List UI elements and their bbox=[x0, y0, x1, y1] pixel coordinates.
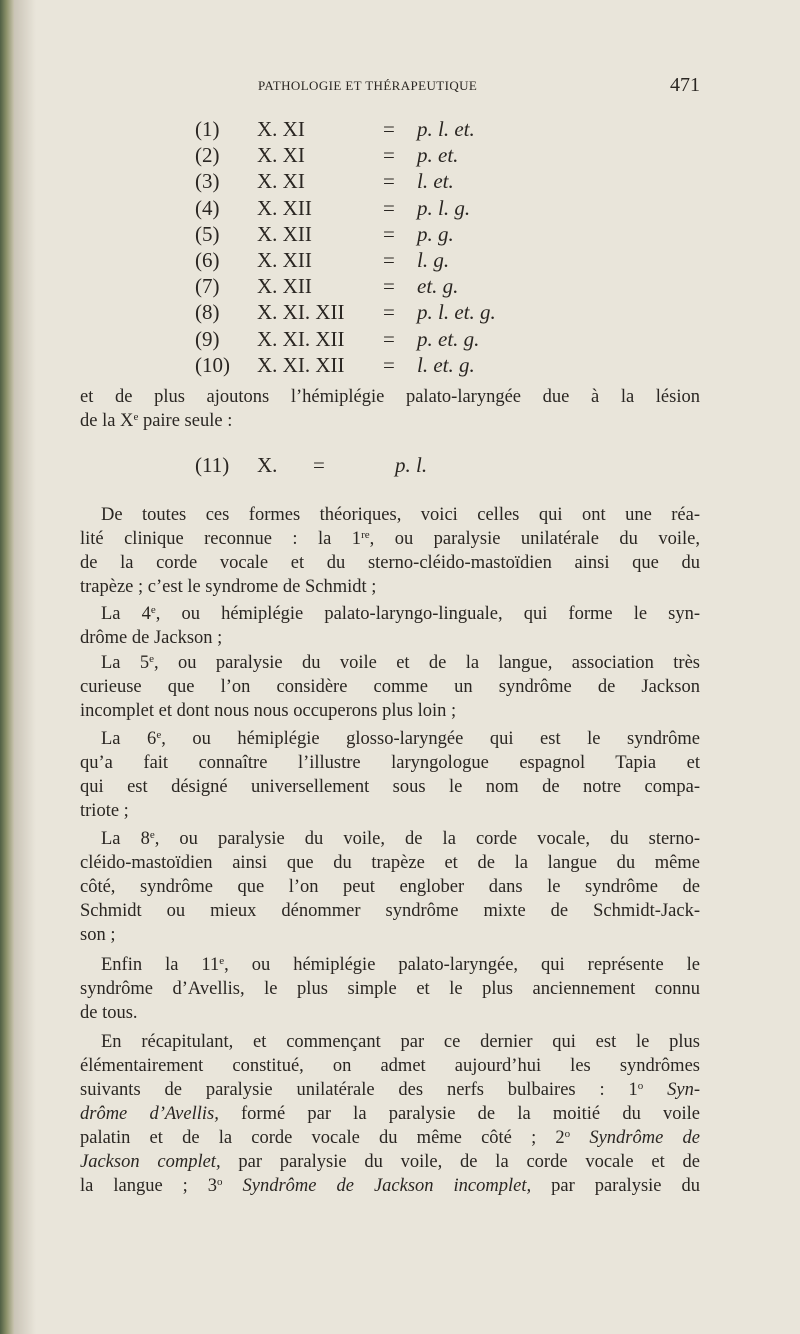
formula-equals: = bbox=[383, 195, 395, 220]
p5-line-5: son ; bbox=[80, 925, 116, 945]
p2-line-1: La 4e, ou hémiplégie palato-laryngo-linguale, qui forme le syn- bbox=[101, 604, 700, 624]
book-binding-edge bbox=[0, 0, 14, 1334]
p4-line-3: qui est désigné universellement sous le nom de notre compa- bbox=[80, 777, 700, 797]
formula-number: (10) bbox=[195, 352, 230, 377]
formula-number: (5) bbox=[195, 221, 220, 246]
formula-equals: = bbox=[383, 143, 395, 168]
formula-nerves: X. XI bbox=[257, 169, 305, 194]
formula-code: et. g. bbox=[417, 274, 459, 299]
formula-equals: = bbox=[383, 221, 395, 246]
p6-line-3: de tous. bbox=[80, 1003, 138, 1023]
formula-nerves: X. XII bbox=[257, 195, 312, 220]
p6-line-2: syndrôme d’Avellis, le plus simple et le plus anciennement connu bbox=[80, 979, 700, 999]
formula-equals: = bbox=[383, 352, 395, 377]
p7-line-3: suivants de paralysie unilatérale des nerfs bulbaires : 1$^o$ Syn- bbox=[80, 1080, 700, 1100]
formula-code: l. et. bbox=[417, 169, 454, 194]
formula-nerves: X. XI. XII bbox=[257, 326, 345, 351]
formula-code: l. et. g. bbox=[417, 352, 475, 377]
p1-line-2: lité clinique reconnue : la 1re, ou paralysie unilatérale du voile, bbox=[80, 529, 700, 549]
p7-line-5: palatin et de la corde vocale du même côté ; 2$^o$ Syndrôme de bbox=[80, 1128, 700, 1148]
formula-code: p. l. g. bbox=[417, 195, 471, 220]
p5-line-4: Schmidt ou mieux dénommer syndrôme mixte de Schmidt-Jack- bbox=[80, 901, 700, 921]
formula-number: (3) bbox=[195, 169, 220, 194]
formula-equals: = bbox=[383, 300, 395, 325]
formula-number: (11) bbox=[195, 453, 230, 477]
formula-number: (9) bbox=[195, 326, 220, 351]
formula-number: (6) bbox=[195, 248, 220, 272]
formula-number: (1) bbox=[195, 117, 220, 141]
p3-line-2: curieuse que l’on considère comme un syndrôme de Jackson bbox=[80, 677, 700, 697]
p1-line-3: de la corde vocale et du sterno-cléido-mastoïdien ainsi que du bbox=[80, 553, 700, 573]
formula-equals: = bbox=[383, 326, 395, 351]
p3-line-1: La 5e, ou paralysie du voile et de la langue, association très bbox=[101, 653, 700, 673]
p1-line-4: trapèze ; c’est le syndrome de Schmidt ; bbox=[80, 577, 377, 597]
formula-equals: = bbox=[383, 274, 395, 299]
formula-code: p. l. et. g. bbox=[417, 300, 496, 325]
formula-code: p. l. et. bbox=[417, 117, 475, 141]
intro-line-1: et de plus ajoutons l’hémiplégie palato-laryngée due à la lésion bbox=[80, 387, 700, 407]
formula-nerves: X. XI bbox=[257, 143, 305, 168]
p7-line-6: Jackson complet, par paralysie du voile, de la corde vocale et de bbox=[80, 1152, 700, 1172]
p2-line-2: drôme de Jackson ; bbox=[80, 628, 223, 648]
formula-code: p. l. bbox=[395, 453, 428, 477]
p7-line-1: En récapitulant, et commençant par ce dernier qui est le plus bbox=[101, 1032, 700, 1052]
formula-code: l. g. bbox=[417, 248, 450, 272]
intro-line-2: de la Xe paire seule : bbox=[80, 411, 233, 431]
formula-number: (4) bbox=[195, 195, 220, 220]
p6-line-1: Enfin la 11e, ou hémiplégie palato-laryngée, qui représente le bbox=[101, 955, 700, 975]
p5-line-2: cléido-mastoïdien ainsi que du trapèze et de la langue du même bbox=[80, 853, 700, 873]
p7-line-7: la langue ; 3$^o$ Syndrôme de Jackson incomplet, par paralysie du bbox=[80, 1176, 700, 1196]
formula-nerves: X. XII bbox=[257, 248, 312, 272]
running-header: PATHOLOGIE ET THÉRAPEUTIQUE bbox=[258, 78, 478, 93]
formula-equals: = bbox=[383, 117, 395, 141]
p5-line-3: côté, syndrôme que l’on peut englober dans le syndrôme de bbox=[80, 877, 700, 897]
formula-nerves: X. XII bbox=[257, 274, 312, 299]
page-number: 471 bbox=[670, 74, 700, 96]
formula-number: (8) bbox=[195, 300, 220, 325]
formula-equals: = bbox=[383, 248, 395, 272]
formula-nerves: X. XI. XII bbox=[257, 352, 345, 377]
p1-line-1: De toutes ces formes théoriques, voici celles qui ont une réa- bbox=[101, 505, 700, 525]
formula-nerves: X. XI bbox=[257, 117, 305, 141]
formula-code: p. et. bbox=[417, 143, 459, 168]
p7-line-4: drôme d’Avellis, formé par la paralysie de la moitié du voile bbox=[80, 1104, 700, 1124]
p5-line-1: La 8e, ou paralysie du voile, de la corde vocale, du sterno- bbox=[101, 829, 700, 849]
formula-nerves: X. bbox=[257, 453, 278, 477]
p4-line-2: qu’a fait connaître l’illustre laryngologue espagnol Tapia et bbox=[80, 753, 700, 773]
formula-code: p. et. g. bbox=[417, 326, 480, 351]
formula-number: (2) bbox=[195, 143, 220, 168]
formula-equals: = bbox=[313, 453, 325, 477]
formula-nerves: X. XI. XII bbox=[257, 300, 345, 325]
p7-line-2: élémentairement constitué, on admet aujourd’hui les syndrômes bbox=[80, 1056, 700, 1076]
formula-equals: = bbox=[383, 169, 395, 194]
gutter-shadow bbox=[14, 0, 36, 1334]
formula-nerves: X. XII bbox=[257, 221, 312, 246]
p3-line-3: incomplet et dont nous nous occuperons plus loin ; bbox=[80, 701, 457, 721]
formula-code: p. g. bbox=[417, 221, 454, 246]
formula-number: (7) bbox=[195, 274, 220, 299]
p4-line-1: La 6e, ou hémiplégie glosso-laryngée qui est le syndrôme bbox=[101, 729, 700, 749]
p4-line-4: triote ; bbox=[80, 801, 129, 821]
